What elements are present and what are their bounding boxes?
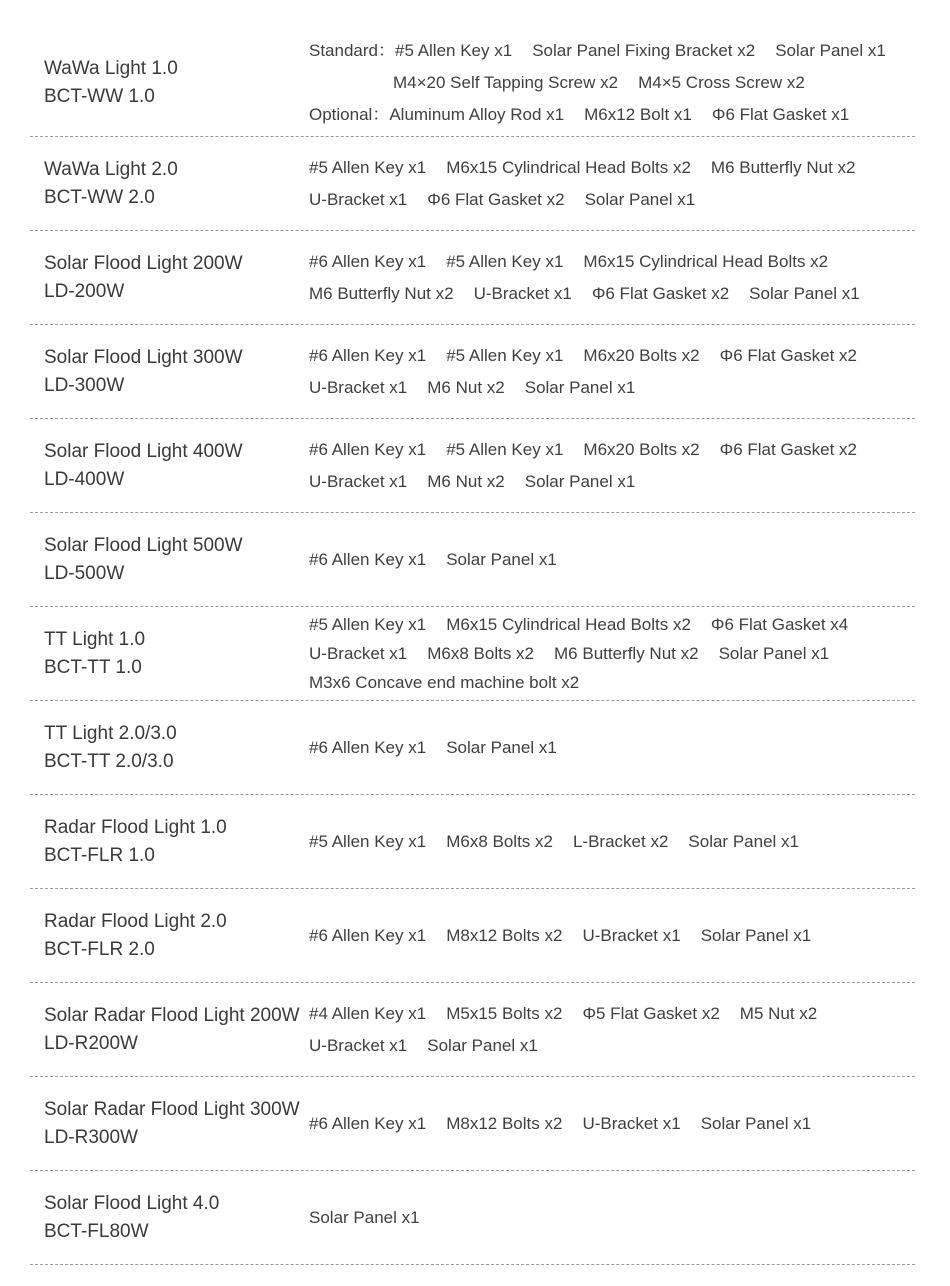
accessory-item: Solar Panel x1: [446, 549, 557, 569]
accessories-cell: [309, 732, 915, 764]
accessory-item: M6x8 Bolts x2: [427, 644, 535, 663]
accessory-item: Solar Panel x1: [524, 377, 636, 397]
accessory-item: M6 Nut x2: [427, 471, 505, 491]
accessory-group-label: Optional：: [309, 105, 390, 124]
accessory-item: Solar Panel x1: [688, 831, 799, 851]
product-name: Radar Flood Light 1.0: [44, 816, 227, 838]
accessory-item: #5 Allen Key x1: [309, 831, 427, 851]
table-row: [30, 1077, 915, 1171]
accessory-item: Solar Panel x1: [775, 41, 886, 60]
accessory-line: [309, 544, 915, 576]
accessory-item: U-Bracket x1: [582, 1113, 681, 1133]
accessory-line: [309, 610, 915, 639]
accessory-item: U-Bracket x1: [309, 1035, 408, 1055]
table-row: [30, 419, 915, 513]
product-name: Solar Flood Light 400W: [44, 440, 243, 462]
product-model: BCT-WW 2.0: [44, 186, 155, 208]
accessory-item: U-Bracket x1: [309, 189, 408, 209]
accessory-line: [309, 35, 915, 67]
accessory-line: [309, 434, 915, 466]
product-cell: [30, 720, 309, 776]
accessories-cell: [309, 610, 915, 697]
table-row: [30, 231, 915, 325]
table-row: [30, 889, 915, 983]
accessories-cell: [309, 35, 915, 131]
accessory-item: Solar Panel x1: [524, 471, 636, 491]
accessory-line: [309, 998, 915, 1030]
accessory-item: M6x20 Bolts x2: [583, 439, 700, 459]
accessories-cell: [309, 1202, 915, 1234]
accessory-line: [309, 340, 915, 372]
product-name: WaWa Light 1.0: [44, 58, 178, 79]
product-cell: [30, 438, 309, 494]
accessory-item: M5x15 Bolts x2: [446, 1003, 563, 1023]
accessory-item: M6 Butterfly Nut x2: [554, 644, 699, 663]
product-cell: [30, 250, 309, 306]
accessory-line: [309, 826, 915, 858]
accessory-item: U-Bracket x1: [582, 925, 681, 945]
product-name: TT Light 2.0/3.0: [44, 722, 177, 744]
accessory-item: M4×5 Cross Screw x2: [638, 73, 805, 92]
product-model: BCT-TT 2.0/3.0: [44, 750, 174, 772]
accessory-line: [309, 67, 915, 99]
accessory-item: Solar Panel x1: [700, 925, 812, 945]
accessory-line: [309, 184, 915, 216]
product-cell: [30, 1096, 309, 1152]
accessory-item: U-Bracket x1: [309, 471, 408, 491]
accessories-cell: [309, 1108, 915, 1140]
accessory-item: M6 Butterfly Nut x2: [710, 157, 856, 177]
accessory-line: [309, 99, 915, 131]
accessory-item: #4 Allen Key x1: [309, 1003, 427, 1023]
product-model: BCT-WW 1.0: [44, 86, 155, 107]
accessory-item: Solar Panel x1: [446, 737, 557, 757]
accessory-item: Φ6 Flat Gasket x4: [710, 615, 849, 634]
accessory-line: [309, 372, 915, 404]
accessory-line: [309, 732, 915, 764]
product-model: LD-400W: [44, 468, 125, 490]
accessories-cell: [309, 826, 915, 858]
accessory-item: M6x8 Bolts x2: [446, 831, 553, 851]
accessories-cell: [309, 340, 915, 404]
accessory-item: #6 Allen Key x1: [309, 251, 427, 271]
product-name: Solar Radar Flood Light 300W: [44, 1098, 300, 1120]
product-name: Solar Flood Light 200W: [44, 252, 243, 274]
accessories-cell: [309, 920, 915, 952]
table-row: [30, 325, 915, 419]
accessories-cell: [309, 998, 915, 1062]
accessory-line: [309, 152, 915, 184]
accessory-item: #5 Allen Key x1: [309, 615, 427, 634]
table-row: [30, 795, 915, 889]
accessories-cell: [309, 152, 915, 216]
product-model: BCT-FLR 1.0: [44, 844, 155, 866]
accessory-item: M6x15 Cylindrical Head Bolts x2: [583, 251, 829, 271]
accessory-item: U-Bracket x1: [309, 377, 408, 397]
accessory-item: M6x15 Cylindrical Head Bolts x2: [446, 157, 691, 177]
accessory-item: #5 Allen Key x1: [395, 41, 513, 60]
table-row: [30, 1171, 915, 1265]
accessory-item: M8x12 Bolts x2: [446, 1113, 563, 1133]
product-cell: [30, 156, 309, 212]
product-name: Radar Flood Light 2.0: [44, 910, 227, 932]
accessory-item: Φ6 Flat Gasket x2: [427, 189, 565, 209]
product-name: WaWa Light 2.0: [44, 158, 178, 180]
product-name: Solar Flood Light 500W: [44, 534, 243, 556]
accessory-item: L-Bracket x2: [572, 831, 669, 851]
product-cell: [30, 1190, 309, 1246]
accessory-item: M3x6 Concave end machine bolt x2: [309, 673, 580, 692]
product-model: LD-R300W: [44, 1126, 138, 1148]
product-cell: [30, 908, 309, 964]
product-name: Solar Flood Light 4.0: [44, 1192, 220, 1214]
accessory-item: Φ6 Flat Gasket x2: [591, 283, 730, 303]
accessory-item: Solar Panel x1: [718, 644, 830, 663]
accessory-item: M6 Nut x2: [427, 377, 505, 397]
product-name: Solar Radar Flood Light 200W: [44, 1004, 300, 1026]
accessory-item: M6x15 Cylindrical Head Bolts x2: [446, 615, 691, 634]
accessory-item: #5 Allen Key x1: [446, 439, 564, 459]
accessory-item: Φ6 Flat Gasket x1: [711, 105, 850, 124]
accessory-item: U-Bracket x1: [309, 644, 408, 663]
product-name: TT Light 1.0: [44, 628, 146, 650]
accessory-item: Solar Panel x1: [427, 1035, 538, 1055]
accessory-item: #5 Allen Key x1: [446, 345, 564, 365]
accessory-item: M4×20 Self Tapping Screw x2: [393, 73, 619, 92]
accessories-cell: [309, 544, 915, 576]
accessory-item: #6 Allen Key x1: [309, 439, 427, 459]
accessories-table: [30, 30, 915, 1265]
accessory-line: [309, 1202, 915, 1234]
accessory-item: M8x12 Bolts x2: [446, 925, 563, 945]
accessory-item: Aluminum Alloy Rod x1: [389, 105, 565, 124]
accessory-line: [309, 668, 915, 697]
accessory-item: #6 Allen Key x1: [309, 737, 427, 757]
accessory-line: [309, 246, 915, 278]
product-model: BCT-TT 1.0: [44, 656, 142, 678]
accessory-item: M6x20 Bolts x2: [583, 345, 700, 365]
accessory-line: [309, 278, 915, 310]
accessory-item: Solar Panel x1: [584, 189, 696, 209]
accessory-item: Solar Panel x1: [700, 1113, 812, 1133]
product-model: BCT-FLR 2.0: [44, 938, 155, 960]
accessory-item: M6x12 Bolt x1: [584, 105, 692, 124]
accessory-line: [309, 920, 915, 952]
product-cell: [30, 1002, 309, 1058]
product-model: BCT-FL80W: [44, 1220, 149, 1242]
accessories-cell: [309, 246, 915, 310]
accessory-item: #5 Allen Key x1: [309, 157, 427, 177]
accessory-line: [309, 466, 915, 498]
table-row: [30, 983, 915, 1077]
accessory-item: #6 Allen Key x1: [309, 549, 427, 569]
accessory-item: Solar Panel x1: [749, 283, 860, 303]
product-cell: [30, 814, 309, 870]
product-cell: [30, 55, 309, 111]
accessory-item: Solar Panel Fixing Bracket x2: [532, 41, 756, 60]
accessory-line: [309, 639, 915, 668]
table-row: [30, 701, 915, 795]
accessory-line: [309, 1108, 915, 1140]
accessory-item: U-Bracket x1: [473, 283, 572, 303]
accessory-item: #6 Allen Key x1: [309, 1113, 427, 1133]
product-model: LD-200W: [44, 280, 125, 302]
table-row: [30, 30, 915, 137]
product-cell: [30, 626, 309, 682]
product-cell: [30, 344, 309, 400]
accessory-item: M6 Butterfly Nut x2: [309, 283, 454, 303]
table-row: [30, 137, 915, 231]
accessory-group-label: Standard：: [309, 41, 395, 60]
accessory-item: Φ5 Flat Gasket x2: [582, 1003, 720, 1023]
product-model: LD-500W: [44, 562, 125, 584]
table-row: [30, 513, 915, 607]
product-model: LD-R200W: [44, 1032, 138, 1054]
accessory-line: [309, 1030, 915, 1062]
accessory-item: #6 Allen Key x1: [309, 925, 427, 945]
accessory-item: Φ6 Flat Gasket x2: [719, 345, 857, 365]
accessory-item: #6 Allen Key x1: [309, 345, 427, 365]
product-model: LD-300W: [44, 374, 125, 396]
product-name: Solar Flood Light 300W: [44, 346, 243, 368]
accessory-item: Solar Panel x1: [309, 1207, 420, 1227]
accessory-item: #5 Allen Key x1: [446, 251, 564, 271]
table-row: [30, 607, 915, 701]
accessory-item: Φ6 Flat Gasket x2: [719, 439, 857, 459]
accessory-item: M5 Nut x2: [739, 1003, 818, 1023]
accessories-cell: [309, 434, 915, 498]
product-cell: [30, 532, 309, 588]
